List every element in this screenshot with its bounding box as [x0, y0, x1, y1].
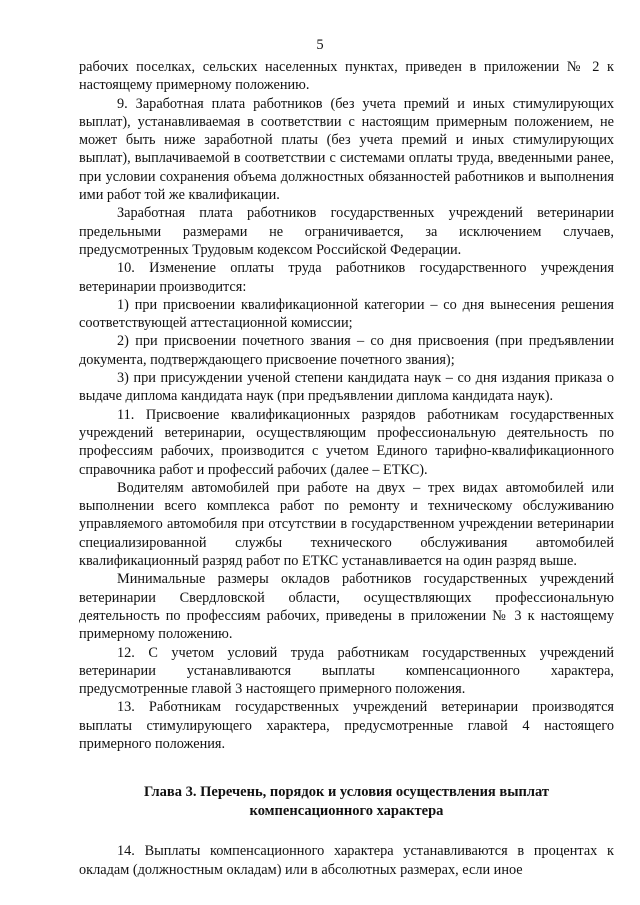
paragraph-drivers: Водителям автомобилей при работе на двух – трех видах автомобилей или выполнении всего комплекса работ по ремонту и техническому обслуживанию управляемого автомобиля при отсутствии в государственном учреждении ветеринарии специализированной службы технического обслуживания автомобилей квалификационный разряд работ по ЕТКС устанавливается на один разряд выше.	[79, 479, 614, 570]
list-item-3: 3) при присуждении ученой степени кандидата наук – со дня издания приказа о выдаче диплома кандидата наук (при предъявлении диплома кандидата наук).	[79, 370, 614, 405]
document-body	[79, 58, 614, 879]
paragraph-12: 12. С учетом условий труда работникам государственных учреждений ветеринарии устанавливаются выплаты компенсационного характера, предусмотренные главой 3 настоящего примерного положения.	[79, 644, 614, 698]
paragraph-11: 11. Присвоение квалификационных разрядов работникам государственных учреждений ветеринарии, осуществляющим профессиональную деятельность по профессиям рабочих, производится с учетом Единого тарифно-квалификационного справочника работ и профессий рабочих (далее – ЕТКС).	[79, 406, 614, 478]
paragraph-salary-limits: Заработная плата работников государственных учреждений ветеринарии предельными размерами не ограничивается, за исключением случаев, предусмотренных Трудовым кодексом Российской Федерации.	[79, 205, 614, 258]
list-item-1: 1) при присвоении квалификационной категории – со дня вынесения решения соответствующей аттестационной комиссии;	[79, 296, 614, 332]
chapter-heading: Глава 3. Перечень, порядок и условия осуществления выплат компенсационного характера	[143, 784, 550, 819]
paragraph-minimum-salaries: Минимальные размеры окладов работников государственных учреждений ветеринарии Свердловской области, осуществляющих профессиональную деятельность по профессиям рабочих, приведены в приложении № 3 к настоящему примерному положению.	[79, 571, 614, 643]
paragraph-13: 13. Работникам государственных учреждений ветеринарии производятся выплаты стимулирующего характера, предусмотренные главой 4 настоящего примерного положения.	[79, 699, 614, 752]
paragraph-continuation: рабочих поселках, сельских населенных пунктах, приведен в приложении № 2 к настоящему примерному положению.	[79, 59, 614, 94]
list-item-2: 2) при присвоении почетного звания – со дня присвоения (при предъявлении документа, подтверждающего присвоение почетного звания);	[79, 333, 614, 368]
page-number: 5	[316, 37, 324, 53]
paragraph-14: 14. Выплаты компенсационного характера устанавливаются в процентах к окладам (должностным окладам) или в абсолютных размерах, если иное	[79, 843, 614, 878]
paragraph-10: 10. Изменение оплаты труда работников государственного учреждения ветеринарии производится:	[79, 260, 614, 295]
paragraph-9: 9. Заработная плата работников (без учета премий и иных стимулирующих выплат), устанавливаемая в соответствии с настоящим примерным положением, не может быть ниже заработной платы (без учета премий и иных стимулирующих выплат), выплачиваемой в соответствии с системами оплаты труда, введенными ранее, при условии сохранения объема должностных обязанностей работников и выполнения ими работ той же квалификации.	[79, 95, 614, 204]
